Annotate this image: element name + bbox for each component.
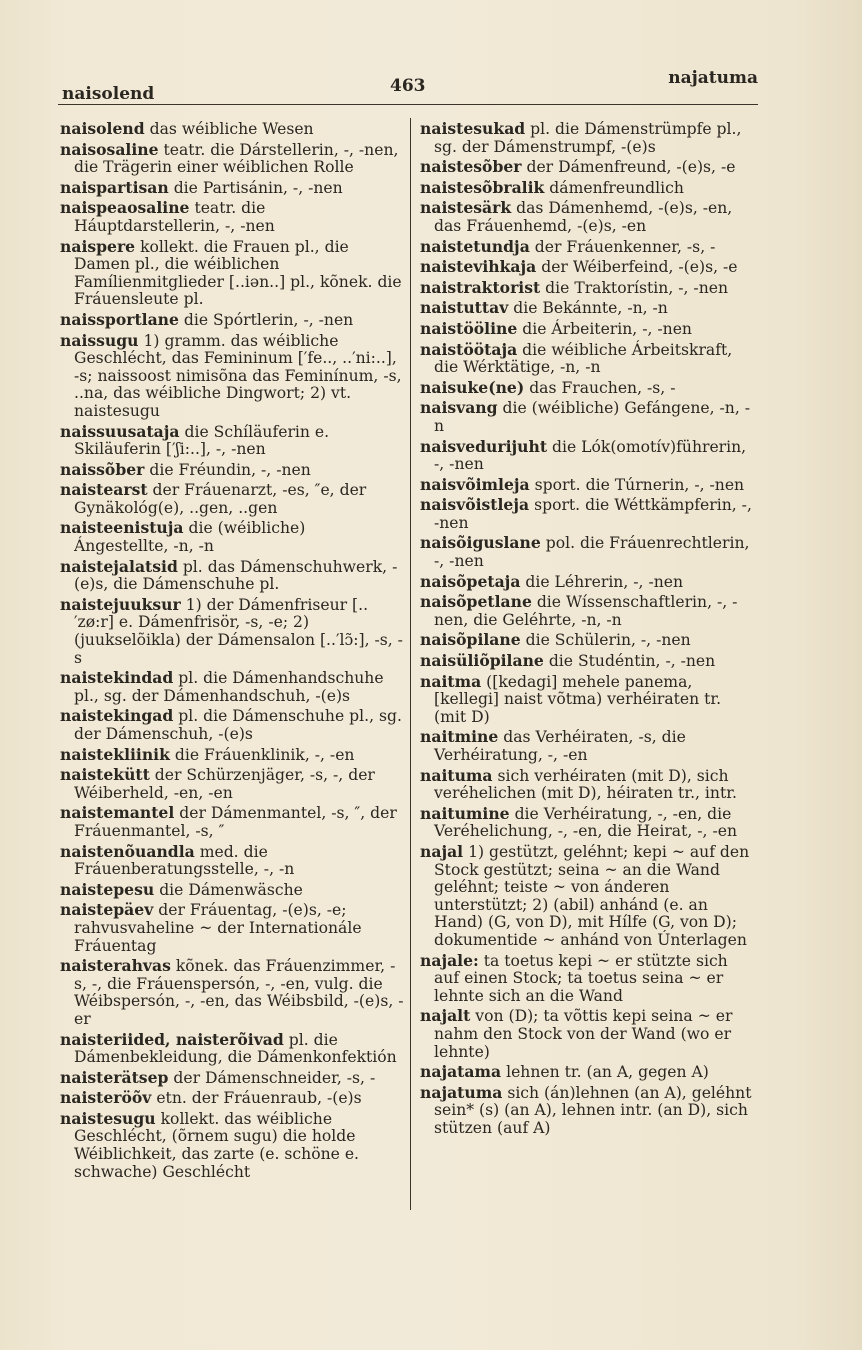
left-column [60, 120, 404, 1183]
entry-headword: naisõpetlane [420, 592, 532, 612]
entry-headword: naistejalatsid [60, 556, 178, 576]
dictionary-entry [60, 901, 404, 955]
entry-headword: naistesõber [420, 157, 522, 177]
dictionary-entry [60, 481, 404, 517]
entry-headword: naitumine [420, 803, 510, 823]
entry-definition: der Wéiberfeind, -(e)s, -e [541, 258, 738, 277]
entry-headword: naisõpilane [420, 630, 521, 650]
entry-definition: das Frauchen, -s, - [529, 378, 676, 397]
entry-headword: naissõber [60, 459, 145, 479]
entry-definition: die Studéntin, -, -nen [548, 652, 716, 671]
dictionary-entry [420, 573, 756, 592]
entry-headword: naistepesu [60, 879, 155, 899]
dictionary-entry [420, 652, 756, 671]
entry-headword: naisõiguslane [420, 533, 541, 553]
dictionary-entry [60, 707, 404, 743]
dictionary-entry [420, 179, 756, 198]
dictionary-entry [420, 120, 756, 156]
dictionary-entry [420, 1063, 756, 1082]
entry-headword: naistekliinik [60, 744, 170, 764]
entry-headword: naisteriided, naisterõivad [60, 1029, 284, 1049]
dictionary-entry [420, 534, 756, 570]
entry-definition: kollekt. das wéibliche Geschlécht, (õrnem sugu) die holde Wéiblichkeit, das zarte (e. schöne e. schwache) Geschlécht [74, 1109, 360, 1181]
entry-headword: naistekindad [60, 668, 174, 688]
dictionary-entry [420, 238, 756, 257]
entry-headword: najale: [420, 950, 479, 970]
dictionary-entry [60, 199, 404, 235]
dictionary-entry [420, 631, 756, 650]
entry-headword: naituma [420, 765, 493, 785]
dictionary-entry [420, 299, 756, 318]
dictionary-entry [60, 1031, 404, 1067]
entry-definition: die Léhrerin, -, -nen [525, 572, 684, 591]
entry-headword: naispartisan [60, 177, 169, 197]
entry-definition: pol. die Fráuenrechtlerin, -, -nen [434, 534, 750, 571]
entry-definition: pl. die Dámenbekleidung, die Dámenkonfektión [74, 1030, 397, 1067]
entry-headword: naisvõimleja [420, 474, 530, 494]
entry-definition: die Lók(omotív)führerin, -, -nen [434, 437, 747, 474]
dictionary-entry [60, 141, 404, 177]
entry-definition: 1) gestützt, geléhnt; kepi ~ auf den Stock gestützt; seina ~ an die Wand geléhnt; teiste ~ von ánderen unterstützt; 2) (abil) anhánd (e. an Hand) (G, von D), mit Hílfe (G, von D); dokumentide ~ anhánd von Únterlagen [434, 842, 750, 949]
entry-headword: naitma [420, 671, 482, 691]
dictionary-entry [420, 399, 756, 435]
entry-headword: naistearst [60, 480, 148, 500]
entry-headword: najatuma [420, 1082, 503, 1102]
entry-definition: ([kedagi] mehele panema, [kellegi] naist võtma) verhéiraten tr. (mit D) [434, 672, 722, 726]
entry-headword: naistekütt [60, 765, 150, 785]
dictionary-entry [60, 120, 404, 139]
entry-definition: die Traktorístin, -, -nen [545, 278, 729, 297]
entry-headword: najalt [420, 1006, 471, 1026]
dictionary-entry [60, 766, 404, 802]
entry-definition: dámenfreundlich [549, 178, 684, 197]
entry-definition: kollekt. die Frauen pl., die Damen pl., die wéiblichen Famílienmitglieder [..iən..] pl., kõnek. die Fráuensleute pl. [74, 237, 402, 309]
entry-headword: naisuke(ne) [420, 377, 525, 397]
entry-definition: die Verhéiratung, -, -en, die Veréhelichung, -, -en, die Heirat, -, -en [434, 804, 738, 841]
entry-headword: naistejuuksur [60, 594, 181, 614]
dictionary-entry [420, 379, 756, 398]
dictionary-entry [420, 843, 756, 950]
dictionary-entry [420, 1007, 756, 1061]
entry-headword: naisvedurijuht [420, 436, 548, 456]
entry-definition: die Fréundin, -, -nen [149, 460, 311, 479]
entry-headword: naisterahvas [60, 956, 171, 976]
entry-headword: naispere [60, 236, 136, 256]
entry-definition: sich verhéiraten (mit D), sich veréhelichen (mit D), héiraten tr., intr. [434, 766, 737, 803]
header-last-word: najatuma [668, 68, 758, 88]
entry-definition: das Verhéiraten, -s, die Verhéiratung, -, -en [434, 728, 686, 764]
right-column [420, 120, 756, 1139]
entry-headword: naitmine [420, 727, 499, 747]
entry-headword: naispeaosaline [60, 198, 190, 218]
entry-definition: die Fráuenklinik, -, -en [174, 745, 355, 764]
entry-headword: naistevihkaja [420, 257, 537, 277]
entry-definition: die Partisánin, -, -nen [173, 178, 343, 197]
entry-definition: sport. die Túrnerin, -, -nen [534, 475, 745, 494]
entry-definition: teatr. die Dárstellerin, -, -nen, die Trägerin einer wéiblichen Rolle [74, 140, 399, 177]
dictionary-entry [420, 476, 756, 495]
entry-headword: naistesugu [60, 1108, 156, 1128]
column-divider [410, 118, 411, 1210]
entry-definition: sich (án)lehnen (an A), geléhnt sein* (s) (an A), lehnen intr. (an D), sich stützen (auf A) [434, 1083, 752, 1137]
entry-definition: von (D); ta võttis kepi seina ~ er nahm den Stock von der Wand (wo er lehnte) [434, 1007, 733, 1061]
dictionary-entry [420, 593, 756, 629]
dictionary-entry [60, 332, 404, 421]
entry-definition: lehnen tr. (an A, gegen A) [506, 1063, 709, 1082]
dictionary-entry [60, 1069, 404, 1088]
entry-definition: die (wéibliche) Gefángene, -n, -n [434, 399, 751, 435]
entry-headword: naisvang [420, 398, 498, 418]
entry-headword: naistetundja [420, 236, 530, 256]
entry-definition: pl. die Dámenhandschuhe pl., sg. der Dámenhandschuh, -(e)s [74, 669, 384, 705]
dictionary-entry [60, 669, 404, 705]
dictionary-entry [420, 279, 756, 298]
entry-definition: pl. die Dámenschuhe pl., sg. der Dámenschuh, -(e)s [74, 707, 402, 743]
entry-definition: der Fráuenkenner, -s, - [534, 237, 716, 256]
entry-definition: die Bekánnte, -n, -n [513, 299, 668, 318]
header-first-word: naisolend [62, 84, 155, 104]
entry-definition: der Dámenfreund, -(e)s, -e [526, 158, 736, 177]
dictionary-entry [60, 843, 404, 879]
entry-definition: teatr. die Háuptdarstellerin, -, -nen [74, 199, 275, 235]
entry-headword: naistesõbralik [420, 177, 545, 197]
dictionary-entry [420, 496, 756, 532]
entry-definition: die Árbeiterin, -, -nen [522, 319, 692, 338]
entry-definition: pl. das Dámenschuhwerk, -(e)s, die Dámenschuhe pl. [74, 557, 398, 594]
dictionary-entry [60, 804, 404, 840]
entry-definition: etn. der Fráuenraub, -(e)s [156, 1089, 362, 1108]
entry-headword: naissuusataja [60, 421, 180, 441]
entry-definition: ta toetus kepi ~ er stützte sich auf einen Stock; ta toetus seina ~ er lehnte sich an die Wand [434, 951, 728, 1005]
entry-definition: 1) der Dámenfriseur [..′zø:r] e. Dámenfrisör, -s, -e; 2) (juukselõikla) der Dámensalon [..′lɔ̃:], -s, -s [74, 595, 403, 667]
dictionary-entry [60, 179, 404, 198]
entry-headword: naistemantel [60, 803, 175, 823]
page-header [58, 66, 758, 106]
entry-definition: pl. die Dámenstrümpfe pl., sg. der Dámenstrumpf, -(e)s [434, 120, 742, 156]
entry-headword: naisteröõv [60, 1088, 152, 1108]
entry-headword: naisüliõpilane [420, 651, 544, 671]
entry-definition: die Spórtlerin, -, -nen [183, 310, 354, 329]
dictionary-entry [60, 461, 404, 480]
header-rule [58, 104, 758, 105]
dictionary-entry [60, 311, 404, 330]
entry-definition: die Schíläuferin e. Skiläuferin [′ʃi:..], -, -nen [74, 422, 330, 459]
entry-definition: der Dámenschneider, -s, - [173, 1068, 376, 1087]
entry-headword: naisvõistleja [420, 495, 530, 515]
entry-headword: naisolend [60, 119, 145, 138]
dictionary-entry [420, 767, 756, 803]
entry-headword: naistraktorist [420, 277, 541, 297]
entry-definition: die wéibliche Árbeitskraft, die Wérktätige, -n, -n [434, 340, 733, 377]
dictionary-entry [420, 805, 756, 841]
dictionary-entry [60, 1089, 404, 1108]
dictionary-entry [60, 957, 404, 1028]
dictionary-entry [420, 1084, 756, 1138]
entry-definition: die Schülerin, -, -nen [525, 631, 691, 650]
entry-headword: naistuttav [420, 298, 509, 318]
dictionary-entry [60, 423, 404, 459]
entry-definition: das Dámenhemd, -(e)s, -en, das Fráuenhemd, -(e)s, -en [434, 199, 733, 235]
entry-definition: die (wéibliche) Ángestellte, -n, -n [74, 519, 306, 556]
dictionary-entry [420, 320, 756, 339]
dictionary-entry [420, 199, 756, 235]
entry-definition: das wéibliche Wesen [149, 120, 314, 138]
dictionary-entry [420, 158, 756, 177]
dictionary-entry [420, 258, 756, 277]
entry-headword: naissugu [60, 330, 139, 350]
entry-headword: naistepäev [60, 900, 154, 920]
entry-headword: naistööline [420, 318, 518, 338]
entry-definition: med. die Fráuenberatungsstelle, -, -n [74, 842, 295, 879]
dictionary-entry [420, 438, 756, 474]
dictionary-entry [420, 728, 756, 764]
entry-headword: naistesukad [420, 119, 526, 138]
entry-definition: der Fráuentag, -(e)s, -e; rahvusvaheline ~ der Internationále Fráuentag [74, 901, 362, 955]
entry-headword: naistekingad [60, 706, 174, 726]
entry-definition: die Wíssenschaftlerin, -, -nen, die Geléhrte, -n, -n [434, 593, 738, 629]
entry-definition: die Dámenwäsche [159, 880, 303, 899]
dictionary-entry [60, 519, 404, 555]
entry-headword: naistöötaja [420, 339, 518, 359]
entry-headword: naisosaline [60, 139, 159, 159]
dictionary-entry [60, 746, 404, 765]
entry-definition: sport. die Wéttkämpferin, -, -nen [434, 496, 752, 532]
entry-definition: der Fráuenarzt, -es, ″e, der Gynäkológ(e), ..gen, ..gen [74, 481, 367, 517]
entry-definition: kõnek. das Fráuenzimmer, -s, -, die Fráuenspersón, -, -en, vulg. die Wéibspersón, -, -en, das Wéibsbild, -(e)s, -er [74, 957, 404, 1028]
entry-headword: najal [420, 841, 464, 861]
entry-headword: naisterätsep [60, 1067, 169, 1087]
entry-definition: 1) gramm. das wéibliche Geschlécht, das Femininum [′fe.., ..′ni:..], -s; naissoost nimisõna das Feminínum, -s, ..na, das wéibliche Dingwort; 2) vt. naistesugu [74, 331, 402, 420]
entry-headword: naisteenistuja [60, 518, 184, 538]
entry-headword: naistesärk [420, 198, 512, 218]
dictionary-entry [60, 1110, 404, 1181]
dictionary-entry [60, 558, 404, 594]
entry-definition: der Dámenmantel, -s, ″, der Fráuenmantel, -s, ″ [74, 804, 397, 840]
dictionary-entry [60, 881, 404, 900]
dictionary-entry [60, 238, 404, 309]
entry-headword: naistenõuandla [60, 841, 195, 861]
dictionary-entry [60, 596, 404, 667]
dictionary-entry [420, 341, 756, 377]
entry-definition: der Schürzenjäger, -s, -, der Wéiberheld, -en, -en [74, 766, 375, 802]
entry-headword: naisõpetaja [420, 571, 521, 591]
entry-headword: najatama [420, 1062, 502, 1082]
page-number: 463 [390, 76, 426, 96]
entry-headword: naissportlane [60, 309, 179, 329]
dictionary-entry [420, 673, 756, 727]
dictionary-entry [420, 952, 756, 1006]
